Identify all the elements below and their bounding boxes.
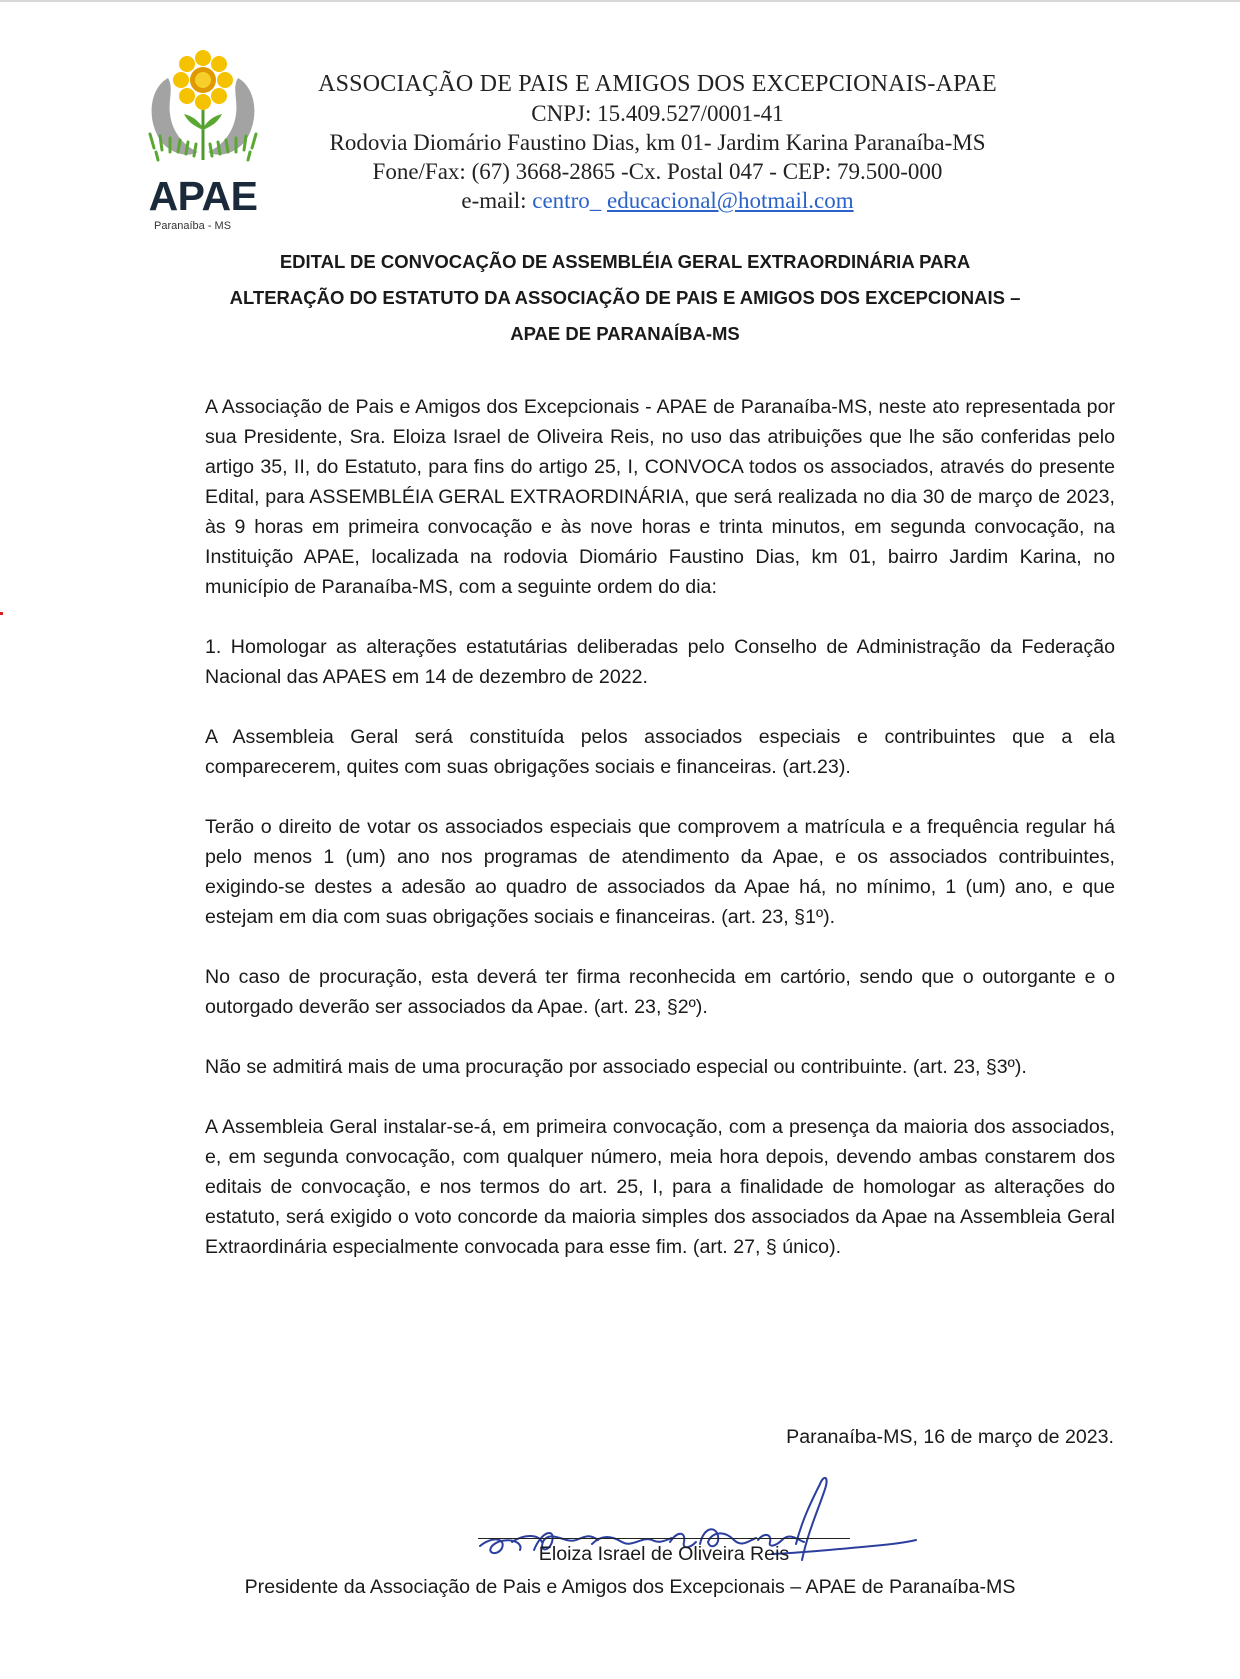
logo-city: Paranaíba - MS [154,220,232,232]
phone: Fone/Fax: (67) 3668-2865 -Cx. Postal 047 - CEP: 79.500-000 [372,159,943,184]
email-label: e-mail: [461,188,527,213]
letterhead [290,70,1025,215]
signer-name: Eloiza Israel de Oliveira Reis [538,1543,790,1565]
email-part1: centro_ [532,188,602,213]
paragraph-convocation: A Associação de Pais e Amigos dos Excepcionais - APAE de Paranaíba-MS, neste ato representada por sua Presidente, Sra. Eloiza Israel de Oliveira Reis, no uso das atribuições que lhe são conferidas pelo artigo 35, II, do Estatuto, para fins do artigo 25, I, CONVOCA todos os associados, através do presente Edital, para ASSEMBLÉIA GERAL EXTRAORDINÁRIA, que será realizada no dia 30 de março de 2023, às 9 horas em primeira convocação e às nove horas e trinta minutos, em segunda convocação, na Instituição APAE, localizada na rodovia Diomário Faustino Dias, km 01, bairro Jardim Karina, no município de Paranaíba-MS, com a seguinte ordem do dia: [205,396,1115,598]
organization-name: ASSOCIAÇÃO DE PAIS E AMIGOS DOS EXCEPCIONAIS-APAE [318,71,997,97]
paragraph-proxy-limit: Não se admitirá mais de uma procuração por associado especial ou contribuinte. (art. 23, §3º). [205,1056,1027,1078]
address: Rodovia Diomário Faustino Dias, km 01- Jardim Karina Paranaíba-MS [329,130,986,155]
paragraph-voting-rights: Terão o direito de votar os associados especiais que comprovem a matrícula e a frequência regular há pelo menos 1 (um) ano nos programas de atendimento da Apae, e os associados contribuintes, exigindo-se destes a adesão ao quadro de associados da Apae há, no mínimo, 1 (um) ano, e que estejam em dia com suas obrigações sociais e financeiras. (art. 23, §1º). [205,816,1115,928]
logo-wordmark: APAE [148,173,258,219]
paragraph-agenda-item: 1. Homologar as alterações estatutárias deliberadas pelo Conselho de Administração da Federação Nacional das APAES em 14 de dezembro de 2022. [205,636,1115,688]
paragraph-proxy: No caso de procuração, esta deverá ter firma reconhecida em cartório, sendo que o outorgante e o outorgado deverão ser associados da Apae. (art. 23, §2º). [205,966,1115,1018]
document-title [185,244,1065,352]
document-date: Paranaíba-MS, 16 de março de 2023. [786,1426,1114,1448]
scan-edge-rule [0,0,1240,2]
cnpj: CNPJ: 15.409.527/0001-41 [531,101,784,126]
paragraph-quorum: A Assembleia Geral instalar-se-á, em primeira convocação, com a presença da maioria dos associados, e, em segunda convocação, com qualquer número, meia hora depois, devendo ambas constarem dos editais de convocação, e nos termos do art. 25, I, para a finalidade de homologar as alterações do estatuto, será exigido o voto concorde da maioria simples dos associados da Apae na Assembleia Geral Extraordinária especialmente convocada para esse fim. (art. 27, § único). [205,1116,1115,1258]
title-line-1: EDITAL DE CONVOCAÇÃO DE ASSEMBLÉIA GERAL EXTRAORDINÁRIA PARA [279,251,971,272]
signature-line [478,1538,850,1539]
scan-mark [0,612,3,615]
document-body [205,392,1115,1262]
apae-logo-icon [140,48,266,176]
paragraph-assembly-composition: A Assembleia Geral será constituída pelos associados especiais e contribuintes que a ela comparecerem, quites com suas obrigações sociais e financeiras. (art.23). [205,726,1115,778]
email-part2: educacional@hotmail.com [606,188,854,213]
title-line-3: APAE DE PARANAÍBA-MS [510,323,740,344]
title-line-2: ALTERAÇÃO DO ESTATUTO DA ASSOCIAÇÃO DE PAIS E AMIGOS DOS EXCEPCIONAIS – [229,287,1021,308]
signer-role: Presidente da Associação de Pais e Amigos dos Excepcionais – APAE de Paranaíba-MS [244,1576,1016,1598]
apae-logo [140,48,266,238]
email-line [290,186,1025,215]
email-link[interactable] [532,188,853,213]
